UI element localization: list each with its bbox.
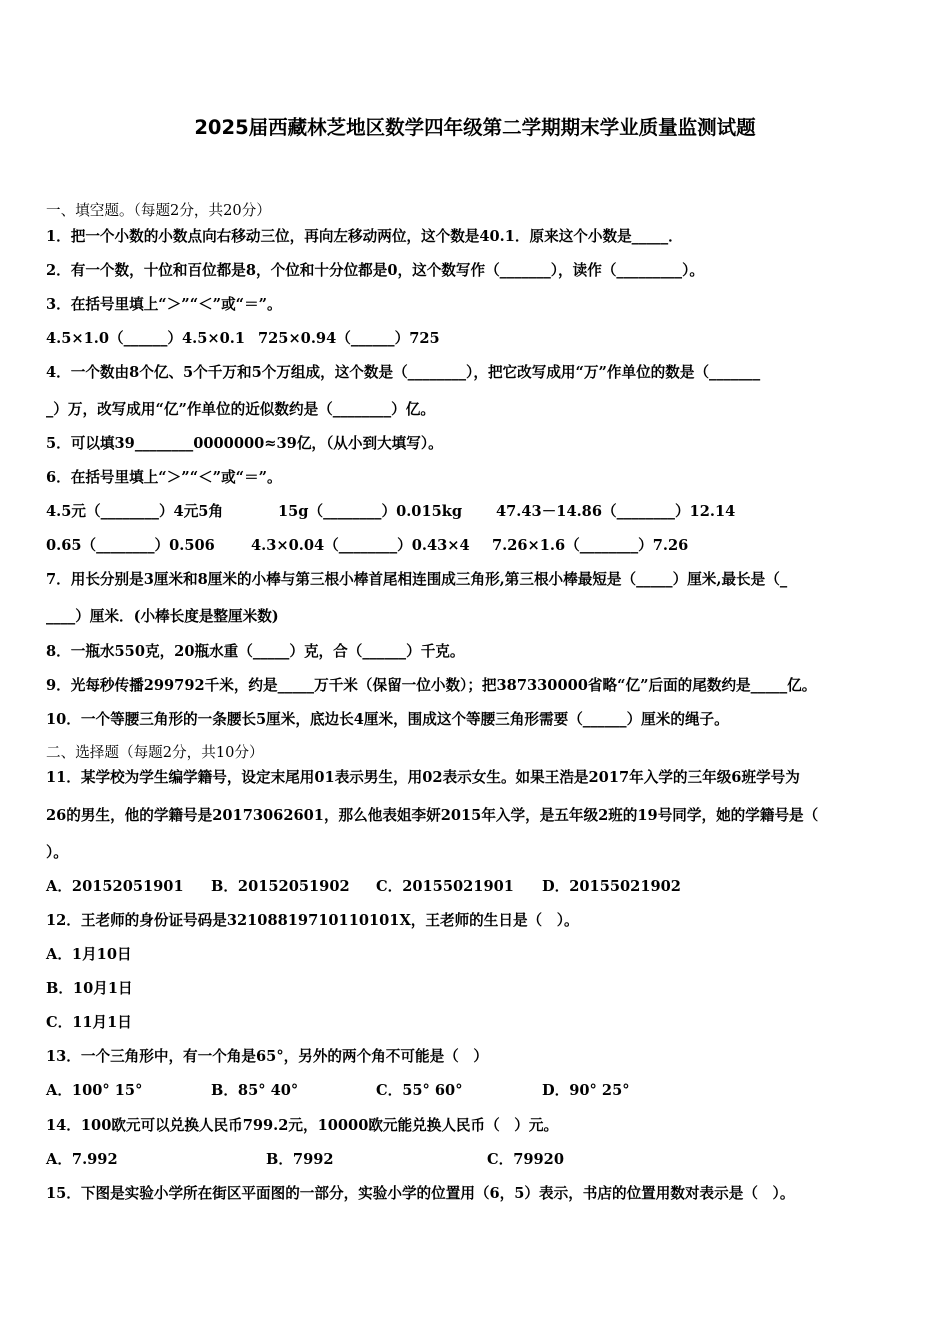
- q6-item-a: 4.5元（________）4元5角: [46, 503, 224, 520]
- q6-item-f: 7.26×1.6（________）7.26: [492, 537, 689, 554]
- q14-option-a: A．7.992: [46, 1151, 118, 1168]
- question-3: 3．在括号里填上“＞”“＜”或“＝”。: [46, 296, 282, 313]
- page-title: 2025届西藏林芝地区数学四年级第二学期期末学业质量监测试题: [194, 116, 756, 139]
- question-5: 5．可以填39________0000000≈39亿，（从小到大填写）。: [46, 435, 443, 452]
- q12-option-c: C．11月1日: [46, 1014, 132, 1031]
- q11-option-a: A．20152051901: [46, 878, 184, 895]
- q6-item-c: 47.43－14.86（________）12.14: [496, 503, 736, 520]
- question-10: 10．一个等腰三角形的一条腰长5厘米，底边长4厘米，围成这个等腰三角形需要（______）厘米的绳子。: [46, 711, 729, 728]
- question-12: 12．王老师的身份证号码是32108819710110101X，王老师的生日是（ ）。: [46, 912, 579, 929]
- question-11-line-3: ）。: [46, 844, 68, 861]
- question-7-line-2: ____）厘米．(小棒长度是整厘米数): [46, 608, 279, 625]
- q12-option-a: A．1月10日: [46, 946, 132, 963]
- q11-option-c: C．20155021901: [376, 878, 514, 895]
- q13-option-c: C．55° 60°: [376, 1082, 463, 1099]
- q3-item-a: 4.5×1.0（______）4.5×0.1: [46, 330, 245, 347]
- question-1: 1．把一个小数的小数点向右移动三位，再向左移动两位，这个数是40.1．原来这个小数是_____．: [46, 228, 683, 245]
- question-9: 9．光每秒传播299792千米，约是_____万千米（保留一位小数）；把387330000省略“亿”后面的尾数约是_____亿。: [46, 677, 817, 694]
- q13-option-b: B．85° 40°: [211, 1082, 299, 1099]
- question-8: 8．一瓶水550克，20瓶水重（_____）克，合（______）千克。: [46, 643, 465, 660]
- question-6-row-2: [46, 536, 688, 556]
- question-6: 6．在括号里填上“＞”“＜”或“＝”。: [46, 469, 282, 486]
- q6-item-e: 4.3×0.04（________）0.43×4: [251, 537, 470, 554]
- question-11-options: [46, 877, 681, 897]
- question-14: 14．100欧元可以兑换人民币799.2元，10000欧元能兑换人民币（ ）元。: [46, 1117, 559, 1134]
- question-11-line-2: 26的男生，他的学籍号是20173062601，那么他表姐李妍2015年入学，是五年级2班的19号同学，她的学籍号是（: [46, 807, 819, 824]
- q13-option-a: A．100° 15°: [46, 1082, 143, 1099]
- question-13: 13．一个三角形中，有一个角是65°，另外的两个角不可能是（ ）: [46, 1048, 488, 1065]
- question-4-line-2: _）万，改写成用“亿”作单位的近似数约是（________）亿。: [46, 401, 435, 418]
- q6-item-d: 0.65（________）0.506: [46, 537, 215, 554]
- q3-item-b: 725×0.94（______）725: [257, 330, 440, 347]
- question-3-items: [46, 329, 440, 349]
- section-fill-in: 一、填空题。（每题2分，共20分）: [46, 202, 271, 219]
- section-multiple-choice: 二、选择题（每题2分，共10分）: [46, 744, 264, 761]
- question-13-options: [46, 1081, 630, 1101]
- question-2: 2．有一个数，十位和百位都是8，个位和十分位都是0，这个数写作（_______），读作（_________）。: [46, 262, 704, 279]
- q11-option-d: D．20155021902: [542, 878, 681, 895]
- q14-option-b: B．7992: [266, 1151, 334, 1168]
- question-14-options: [46, 1150, 564, 1170]
- q11-option-b: B．20152051902: [211, 878, 350, 895]
- question-7-line-1: 7．用长分别是3厘米和8厘米的小棒与第三根小棒首尾相连围成三角形,第三根小棒最短是（_____）厘米,最长是（_: [46, 571, 788, 588]
- question-11-line-1: 11．某学校为学生编学籍号，设定末尾用01表示男生，用02表示女生。如果王浩是2017年入学的三年级6班学号为: [46, 769, 800, 786]
- q14-option-c: C．79920: [487, 1151, 564, 1168]
- q6-item-b: 15g（________）0.015kg: [278, 503, 463, 520]
- question-6-row-1: [46, 502, 735, 522]
- question-15: 15．下图是实验小学所在街区平面图的一部分，实验小学的位置用（6，5）表示，书店的位置用数对表示是（ ）。: [46, 1185, 795, 1202]
- q13-option-d: D．90° 25°: [542, 1082, 630, 1099]
- q12-option-b: B．10月1日: [46, 980, 133, 997]
- question-4-line-1: 4．一个数由8个亿、5个千万和5个万组成，这个数是（________），把它改写成用“万”作单位的数是（_______: [46, 364, 761, 381]
